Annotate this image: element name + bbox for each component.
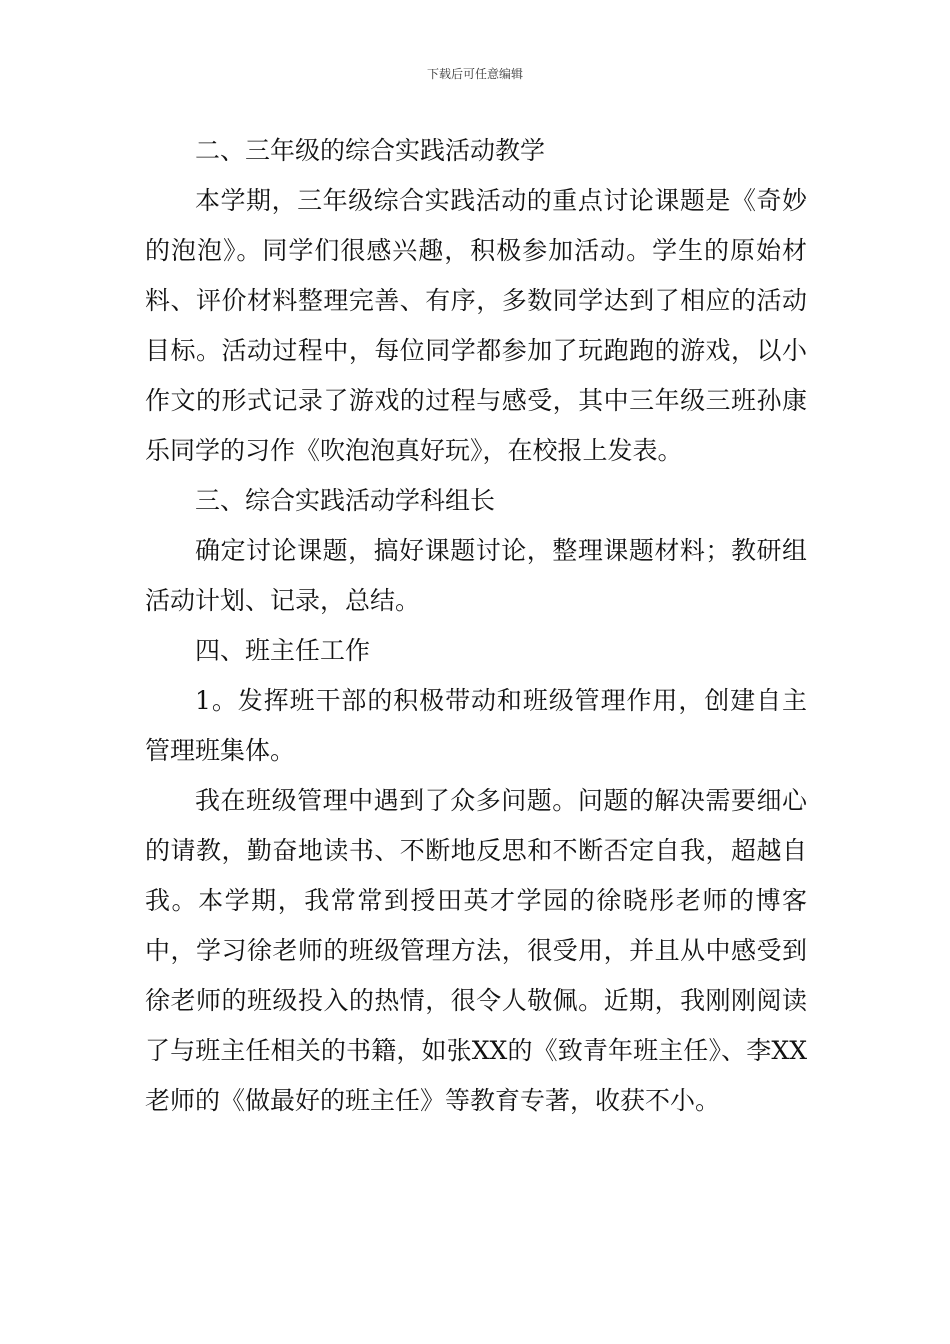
section-heading-2: 二、三年级的综合实践活动教学 — [195, 136, 546, 165]
document-body — [145, 126, 807, 1126]
body-paragraph: 我在班级管理中遇到了众多问题。问题的解决需要细心的请教，勤奋地读书、不断地反思和不断否定自我，超越自我。本学期，我常常到授田英才学园的徐晓彤老师的博客中，学习徐老师的班级管理方法，很受用，并且从中感受到徐老师的班级投入的热情，很令人敬佩。近期，我刚刚阅读了与班主任相关的书籍，如张XX的《致青年班主任》、李XX老师的《做最好的班主任》等教育专著，收获不小。 — [145, 786, 807, 1115]
section-heading-3: 三、综合实践活动学科组长 — [195, 486, 496, 515]
numbered-item: 1。发挥班干部的积极带动和班级管理作用，创建自主管理班集体。 — [145, 686, 807, 765]
page-header: 下载后可任意编辑 — [426, 67, 523, 81]
body-paragraph: 本学期，三年级综合实践活动的重点讨论课题是《奇妙的泡泡》。同学们很感兴趣，积极参加活动。学生的原始材料、评价材料整理完善、有序，多数同学达到了相应的活动目标。活动过程中，每位同学都参加了玩跑跑的游戏，以小作文的形式记录了游戏的过程与感受，其中三年级三班孙康乐同学的习作《吹泡泡真好玩》，在校报上发表。 — [145, 186, 807, 465]
body-paragraph: 确定讨论课题，搞好课题讨论，整理课题材料；教研组活动计划、记录，总结。 — [145, 536, 807, 615]
section-heading-4: 四、班主任工作 — [195, 636, 371, 665]
